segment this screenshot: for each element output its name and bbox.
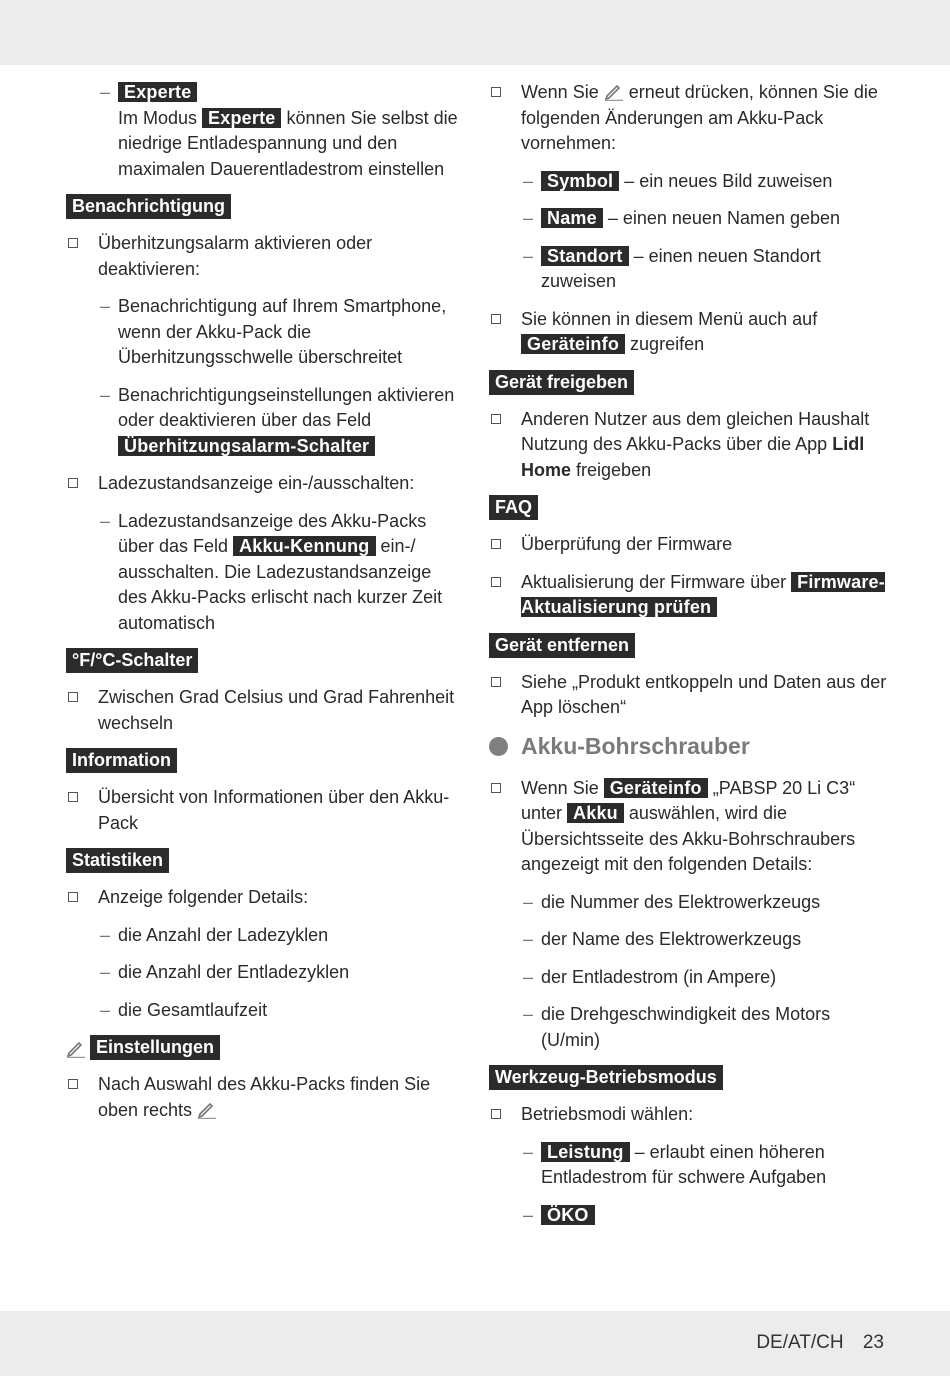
item-text: Anderen Nutzer aus dem gleichen Haushalt Nutzung des Akku-Packs über die App <box>521 408 870 454</box>
top-band <box>0 0 950 65</box>
dash: – <box>523 1141 534 1162</box>
sub-text: Benachrichtigung auf Ihrem Smartphone, wenn der Akku-Pack die Überhitzungsschwelle überschreitet <box>118 296 447 367</box>
list-item <box>66 231 461 282</box>
dash: – <box>523 1204 534 1225</box>
sub-item <box>66 294 461 371</box>
field-akku-kennung: Akku-Kennung <box>233 536 375 556</box>
dash: – <box>100 384 111 405</box>
sub-item <box>66 923 461 949</box>
sub-item <box>66 960 461 986</box>
checkbox-bullet-icon <box>491 1109 501 1119</box>
left-column <box>66 80 461 1135</box>
sub-text: der Name des Elektrowerkzeugs <box>541 929 802 949</box>
checkbox-bullet-icon <box>491 577 501 587</box>
dash: – <box>523 1004 534 1024</box>
item-text: Übersicht von Informationen über den Akku-Pack <box>98 787 450 833</box>
list-item <box>489 776 889 878</box>
item-text: Sie können in diesem Menü auch auf <box>521 308 818 329</box>
edit-label-standort: Standort <box>541 246 629 266</box>
field-firmware-pruefen: Firmware-Aktualisierung prüfen <box>521 571 885 617</box>
sub-item <box>489 244 889 295</box>
sub-item <box>489 1002 889 1053</box>
checkbox-bullet-icon <box>491 677 501 687</box>
list-item <box>66 685 461 736</box>
dash: – <box>100 296 111 316</box>
list-item <box>66 885 461 911</box>
item-text: Zwischen Grad Celsius und Grad Fahrenheit wechseln <box>98 687 455 733</box>
checkbox-bullet-icon <box>491 414 501 424</box>
dash: – <box>100 510 111 531</box>
app-name: Lidl Home <box>521 434 865 480</box>
experte-subitem <box>66 80 461 182</box>
page-number: 23 <box>862 1332 884 1353</box>
edit-label-name: Name <box>541 208 603 228</box>
checkbox-bullet-icon <box>491 87 501 97</box>
edit-label-symbol: Symbol <box>541 171 619 191</box>
sub-item <box>489 927 889 953</box>
item-text: Überprüfung der Firmware <box>521 534 733 554</box>
sub-text: die Anzahl der Ladezyklen <box>118 924 329 945</box>
section-header-information: Information <box>66 748 177 773</box>
item-text: Betriebsmodi wählen: <box>521 1104 694 1124</box>
field-geraeteinfo: Geräteinfo <box>521 334 625 354</box>
section-title-text: Akku-Bohrschrauber <box>521 732 750 759</box>
sub-text: die Anzahl der Entladezyklen <box>118 962 350 982</box>
dash: – <box>523 929 534 949</box>
sub-item <box>489 206 889 232</box>
dash: – <box>523 170 534 191</box>
section-header-statistiken: Statistiken <box>66 848 169 873</box>
list-item <box>489 80 889 157</box>
checkbox-bullet-icon <box>68 892 78 902</box>
dash: – <box>523 891 534 912</box>
experte-mode: Experte <box>202 108 281 128</box>
dash: – <box>100 999 111 1020</box>
dash: – <box>523 966 534 987</box>
list-item <box>66 1072 461 1123</box>
mode-label-oeko: ÖKO <box>541 1205 595 1225</box>
item-text: auswählen, wird die Übersichtsseite des Akku-Bohrschraubers angezeigt mit den folgenden Details: <box>521 803 856 874</box>
sub-text: die Nummer des Elektrowerkzeugs <box>541 891 821 912</box>
item-text: Nach Auswahl des Akku-Packs finden Sie oben rechts <box>98 1074 431 1120</box>
sub-text: – erlaubt einen höheren Entladestrom für schwere Aufgaben <box>541 1141 827 1187</box>
item-text: Siehe „Produkt entkoppeln und Daten aus der App löschen“ <box>521 671 887 717</box>
list-item <box>489 307 889 358</box>
field-ueberhitzungsalarm: Überhitzungsalarm-Schalter <box>118 436 375 456</box>
sub-item <box>66 509 461 637</box>
footer-region: DE/AT/CH <box>756 1332 844 1353</box>
section-header-geraet-entfernen: Gerät entfernen <box>489 633 635 658</box>
pencil-icon <box>197 1099 217 1119</box>
checkbox-bullet-icon <box>68 238 78 248</box>
sub-item <box>489 965 889 991</box>
experte-label: Experte <box>118 82 197 102</box>
item-text: freigeben <box>576 459 652 480</box>
section-header-werkzeug-betriebsmodus: Werkzeug-Betriebsmodus <box>489 1065 723 1090</box>
section-header-benachrichtigung: Benachrichtigung <box>66 194 231 219</box>
checkbox-bullet-icon <box>68 478 78 488</box>
sub-text: – einen neuen Standort zuweisen <box>541 245 821 291</box>
item-text: „PABSP 20 Li C3“ unter <box>521 777 856 823</box>
dash: – <box>100 82 111 102</box>
sub-text: Ladezustandsanzeige des Akku-Packs über das Feld <box>118 510 427 556</box>
sub-item <box>489 1203 889 1229</box>
item-text: Wenn Sie <box>521 82 599 102</box>
section-header-faq: FAQ <box>489 495 538 520</box>
sub-text: – ein neues Bild zuweisen <box>624 170 833 191</box>
checkbox-bullet-icon <box>491 314 501 324</box>
field-geraeteinfo: Geräteinfo <box>604 778 708 798</box>
mode-label-leistung: Leistung <box>541 1142 630 1162</box>
sub-text: die Drehgeschwindigkeit des Motors (U/min) <box>541 1004 831 1050</box>
checkbox-bullet-icon <box>68 1079 78 1089</box>
sub-text: – einen neuen Namen geben <box>607 208 841 228</box>
list-item <box>489 407 889 484</box>
dash: – <box>523 208 534 228</box>
einstellungen-header-row <box>66 1035 461 1060</box>
section-header-einstellungen: Einstellungen <box>90 1035 220 1060</box>
item-text: Wenn Sie <box>521 777 599 798</box>
checkbox-bullet-icon <box>491 539 501 549</box>
pencil-icon <box>604 81 624 101</box>
sub-item <box>66 998 461 1024</box>
bullet-dot-icon <box>489 737 508 756</box>
list-item <box>489 670 889 721</box>
item-text: Anzeige folgender Details: <box>98 887 309 907</box>
sub-text: Benachrichtigungseinstellungen aktivieren oder deaktivieren über das Feld <box>118 384 455 430</box>
pencil-icon <box>66 1038 86 1058</box>
sub-item <box>489 169 889 195</box>
sub-item <box>66 383 461 460</box>
checkbox-bullet-icon <box>68 792 78 802</box>
list-item <box>489 570 889 621</box>
item-text: erneut drücken, können Sie die folgenden Änderungen am Akku-Pack vornehmen: <box>521 82 878 153</box>
item-text: zugreifen <box>630 334 705 354</box>
section-header-geraet-freigeben: Gerät freigeben <box>489 370 634 395</box>
sub-text: der Entladestrom (in Ampere) <box>541 966 777 987</box>
item-text: Überhitzungsalarm aktivieren oder deaktivieren: <box>98 233 373 279</box>
checkbox-bullet-icon <box>68 692 78 702</box>
item-text: Aktualisierung der Firmware über <box>521 571 787 592</box>
experte-rest: können Sie selbst die niedrige Entladespannung und den maximalen Dauerentladestrom einstellen <box>118 107 458 179</box>
list-item <box>489 532 889 558</box>
dash: – <box>100 962 111 982</box>
section-title-akku-bohrschrauber <box>489 733 889 760</box>
checkbox-bullet-icon <box>491 783 501 793</box>
sub-text: ein-/ ausschalten. Die Ladezustandsanzeige des Akku-Packs erlischt nach kurzer Zeit automatisch <box>118 536 443 633</box>
dash: – <box>100 924 111 945</box>
sub-item <box>489 890 889 916</box>
right-column <box>489 80 889 1240</box>
experte-text: Im Modus <box>118 107 198 128</box>
sub-item <box>489 1140 889 1191</box>
field-akku: Akku <box>567 803 624 823</box>
page-footer <box>756 1332 884 1354</box>
list-item <box>66 471 461 497</box>
list-item <box>66 785 461 836</box>
section-header-fc-schalter: °F/°C-Schalter <box>66 648 198 673</box>
list-item <box>489 1102 889 1128</box>
item-text: Ladezustandsanzeige ein-/ausschalten: <box>98 473 415 493</box>
sub-text: die Gesamtlaufzeit <box>118 999 268 1020</box>
dash: – <box>523 245 534 266</box>
